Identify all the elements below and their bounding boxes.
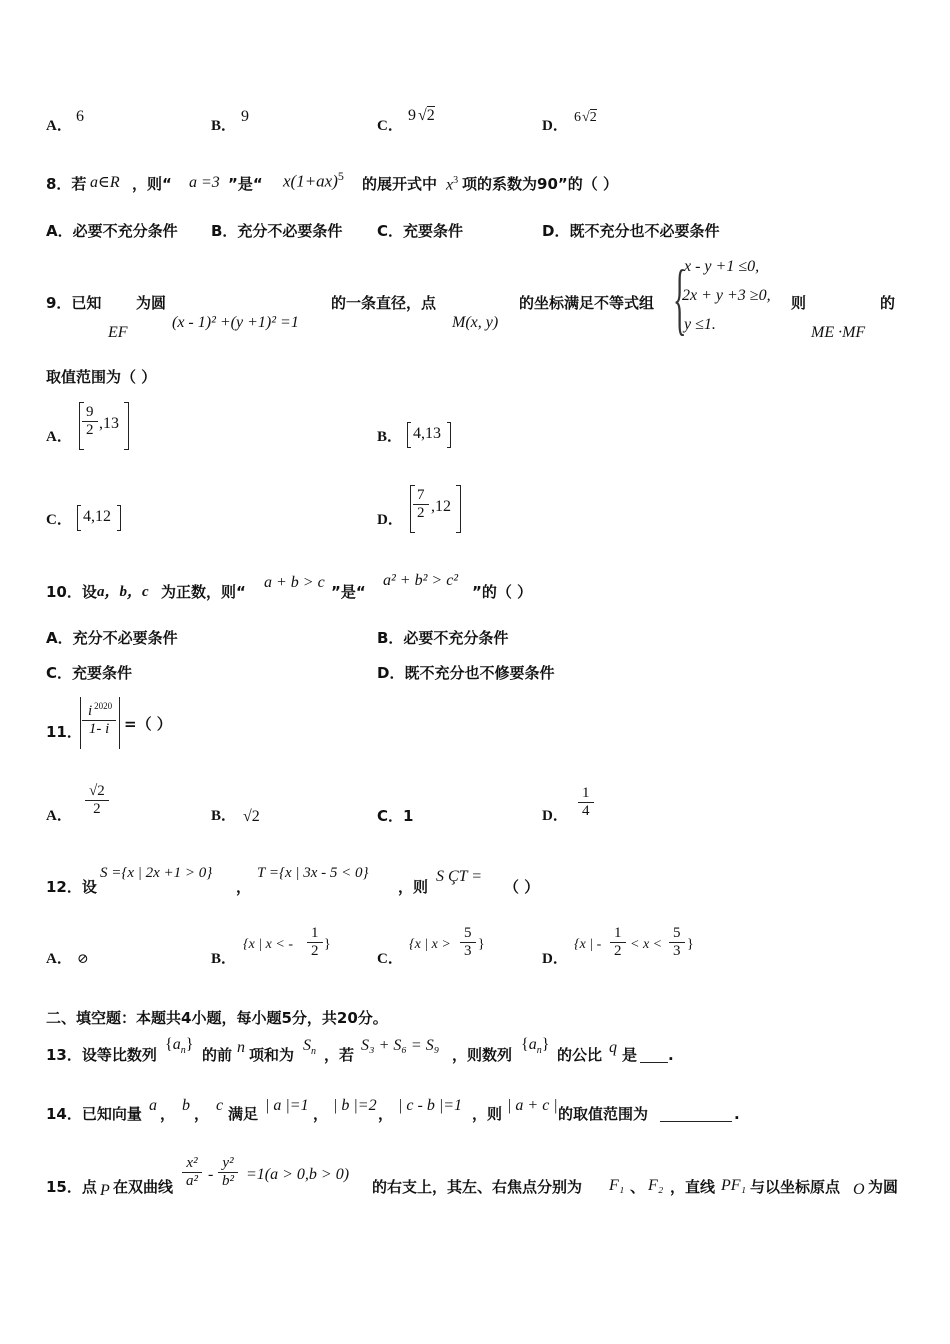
q9-system-line1: x - y +1 ≤0, — [684, 258, 760, 275]
q12-option-a-label: A． — [46, 951, 72, 967]
q11-fraction: i $^{2020}$ 1- i — [84, 698, 114, 738]
q12-option-d-pre: {x | - — [574, 937, 602, 952]
q12-option-d-post: } — [687, 937, 694, 952]
q9-number: 9．已知 — [46, 294, 102, 312]
q15-origin-o: O — [853, 1181, 865, 1198]
q9-dot-product: ME ·MF — [811, 324, 866, 341]
q7-option-b-label: B． — [211, 118, 237, 134]
q12-option-d-label: D． — [542, 951, 568, 967]
q13-sequence: $\{a_n\}$ — [165, 1036, 194, 1057]
q9-option-d-bracket-right — [456, 485, 461, 533]
q12-set-t: T ={x | 3x - 5 < 0} — [257, 865, 369, 881]
q14-text: 满足 — [228, 1105, 259, 1123]
q7-option-c-label: C． — [377, 118, 403, 134]
q15-fraction-y: y² b² — [220, 1155, 236, 1190]
q13-text: 的公比 — [557, 1046, 603, 1064]
q11-option-d-fraction: 1 4 — [580, 785, 592, 820]
q11-option-b: √2 — [243, 808, 260, 825]
q15-number: 15．点 — [46, 1178, 97, 1196]
q15-text: 在双曲线 — [113, 1178, 174, 1196]
q8-option-d: D．既不充分也不必要条件 — [542, 222, 720, 240]
q15-fraction-x: x² a² — [184, 1155, 200, 1190]
q8-option-c: C．充要条件 — [377, 222, 464, 240]
q14-cond1: | a |=1 — [265, 1097, 309, 1114]
q10-text: ”是“ — [331, 583, 366, 601]
q15-text: 的右支上，其左、右焦点分别为 — [372, 1178, 583, 1196]
q8-expr-x3: $x^3$ — [446, 175, 459, 194]
q7-option-c: 9 √2 — [408, 107, 435, 124]
q12-option-c-pre: {x | x > — [409, 937, 451, 952]
q12-number: 12．设 — [46, 878, 97, 896]
q13-sn: $S_n$ — [303, 1037, 316, 1058]
q14-comma: ， — [194, 1105, 210, 1123]
q11-number: 11． — [46, 723, 82, 741]
q9-option-d-fraction: 7 2 — [415, 487, 427, 522]
q10-number: 10．设 — [46, 583, 97, 601]
q12-option-a-empty-set-icon: ⊘ — [77, 952, 89, 967]
q13-sequence: $\{a_n\}$ — [521, 1036, 550, 1057]
q9-option-b-label: B． — [377, 429, 403, 445]
q15-text: ，直线 — [670, 1178, 716, 1196]
q14-period: . — [734, 1105, 740, 1123]
q8-text: 项的系数为90”的（ ） — [462, 175, 618, 193]
q10-option-c: C．充要条件 — [46, 664, 133, 682]
q11-option-c: C．1 — [377, 807, 414, 825]
q13-q: q — [609, 1039, 617, 1056]
q7-option-b: 9 — [241, 108, 249, 125]
q11-option-d-label: D． — [542, 808, 568, 824]
q11-option-b-label: B． — [211, 808, 237, 824]
q12-tail: （ ） — [504, 878, 540, 896]
q8-option-a: A．必要不充分条件 — [46, 222, 178, 240]
q9-line2: 取值范围为（ ） — [46, 368, 157, 386]
q10-text: 为正数，则“ — [161, 583, 246, 601]
q12-option-b-label: B． — [211, 951, 237, 967]
q9-option-d-label: D． — [377, 512, 403, 528]
q15-f2: F₂ — [648, 1177, 664, 1194]
q14-expr: | a + c | — [507, 1097, 558, 1114]
q12-comma: ， — [236, 878, 252, 896]
q8-option-b: B．充分不必要条件 — [211, 222, 343, 240]
q9-text: 的一条直径，点 — [331, 294, 437, 312]
q13-number: 13．设等比数列 — [46, 1046, 157, 1064]
q9-ef: EF — [108, 324, 128, 341]
q14-vector-c: c — [216, 1097, 224, 1114]
q9-option-a-label: A． — [46, 429, 72, 445]
q8-text: 的展开式中 — [362, 175, 438, 193]
q13-text: ，若 — [324, 1046, 355, 1064]
q14-vector-b: b — [182, 1097, 190, 1114]
q7-option-d: 6√2 — [574, 110, 597, 125]
q8-text: ”是“ — [228, 175, 263, 193]
q10-expr1: a + b > c — [264, 574, 325, 591]
q12-option-d-fraction1: 1 2 — [612, 925, 624, 960]
q12-option-c-post: } — [478, 937, 485, 952]
q12-option-b-post: } — [324, 937, 331, 952]
q9-option-c-label: C． — [46, 512, 72, 528]
q8-expr-a-equals: a =3 — [189, 174, 220, 191]
q9-option-a-bracket-right — [124, 402, 129, 450]
q14-cond3: | c - b |=1 — [398, 1097, 463, 1114]
q9-option-d-tail: ,12 — [431, 498, 451, 515]
q12-option-c-label: C． — [377, 951, 403, 967]
q14-comma: ， — [313, 1105, 329, 1123]
q14-text: ，则 — [472, 1105, 503, 1123]
q14-vector-a: a — [149, 1097, 157, 1114]
q8-expr-binomial: $x(1+ax)^5$ — [283, 169, 344, 191]
q9-system-line3: y ≤1. — [684, 316, 716, 333]
q7-option-a: 6 — [76, 108, 84, 125]
q9-option-c-bracket-right — [117, 505, 121, 531]
q9-option-c: 4,12 — [83, 508, 111, 525]
q9-option-a-tail: ,13 — [99, 415, 119, 432]
q11-abs-right — [119, 697, 120, 749]
q12-intersection: S ÇT = — [436, 868, 483, 885]
q8-expr-a-in-r: a∈R — [90, 174, 120, 191]
q13-period: . — [668, 1046, 674, 1064]
q9-system-brace: { — [673, 255, 687, 343]
q14-comma: ， — [160, 1105, 176, 1123]
q12-option-d-mid: < x < — [630, 937, 663, 952]
q7-option-a-label: A． — [46, 118, 72, 134]
q15-f1: F₁ — [609, 1177, 625, 1194]
q15-point-p: P — [100, 1182, 110, 1199]
q9-text: 则 — [791, 294, 807, 312]
q9-circle-equation: (x - 1)² +(y +1)² =1 — [172, 314, 299, 331]
q9-option-c-bracket-left — [77, 505, 81, 531]
q14-number: 14．已知向量 — [46, 1105, 142, 1123]
q10-vars: a，b，c — [97, 584, 149, 600]
q13-text: 项和为 — [249, 1046, 295, 1064]
q13-text: 的前 — [202, 1046, 233, 1064]
q14-text: 的取值范围为 — [558, 1105, 649, 1123]
q10-text: ”的（ ） — [472, 583, 533, 601]
q9-option-b-bracket-right — [447, 422, 451, 448]
q8-text: ，则“ — [132, 175, 172, 193]
q15-text: 为圆 — [868, 1178, 899, 1196]
q9-point-m: M(x, y) — [452, 314, 499, 331]
q12-option-d-fraction2: 5 3 — [671, 925, 683, 960]
q14-comma: ， — [378, 1105, 394, 1123]
q11-option-a-label: A． — [46, 808, 72, 824]
q10-option-b: B．必要不充分条件 — [377, 629, 509, 647]
q9-option-b: 4,13 — [413, 425, 441, 442]
q14-answer-blank[interactable] — [660, 1105, 732, 1122]
q14-cond2: | b |=2 — [333, 1097, 377, 1114]
q15-hyperbola-tail: =1(a > 0,b > 0) — [246, 1166, 350, 1183]
q10-option-d: D．既不充分也不修要条件 — [377, 664, 555, 682]
q9-option-a-fraction: 9 2 — [84, 404, 96, 439]
q9-text: 的 — [880, 294, 896, 312]
q13-text: 是 — [622, 1046, 638, 1064]
q11-tail: =（ ） — [124, 715, 172, 733]
q10-option-a: A．充分不必要条件 — [46, 629, 178, 647]
q9-system-line2: 2x + y +3 ≥0, — [682, 287, 771, 304]
q15-minus: - — [208, 1166, 214, 1183]
q11-option-a-fraction: √2 2 — [87, 783, 107, 818]
q13-equation: S₃ + S₆ = S₉ — [361, 1037, 440, 1054]
q7-option-d-label: D． — [542, 118, 568, 134]
section-2-heading: 二、填空题：本题共4小题，每小题5分，共20分。 — [46, 1009, 388, 1027]
q12-set-s: S ={x | 2x +1 > 0} — [100, 865, 213, 881]
q9-text: 为圆 — [136, 294, 167, 312]
q13-text: ，则数列 — [452, 1046, 513, 1064]
q12-option-c-fraction: 5 3 — [462, 925, 474, 960]
q15-pf1: PF₁ — [721, 1177, 747, 1194]
q13-answer-blank[interactable] — [640, 1046, 668, 1063]
q8-number: 8．若 — [46, 175, 87, 193]
q11-abs-left — [80, 697, 81, 749]
q12-option-b-pre: {x | x < - — [243, 937, 293, 952]
q10-expr2: a² + b² > c² — [383, 572, 459, 589]
q9-text: 的坐标满足不等式组 — [519, 294, 655, 312]
q12-option-b-fraction: 1 2 — [309, 925, 321, 960]
q12-text: ，则 — [398, 878, 429, 896]
q13-n: n — [237, 1039, 245, 1056]
q15-text: 与以坐标原点 — [750, 1178, 841, 1196]
q9-option-b-bracket-left — [407, 422, 411, 448]
q15-separator: 、 — [630, 1178, 646, 1196]
